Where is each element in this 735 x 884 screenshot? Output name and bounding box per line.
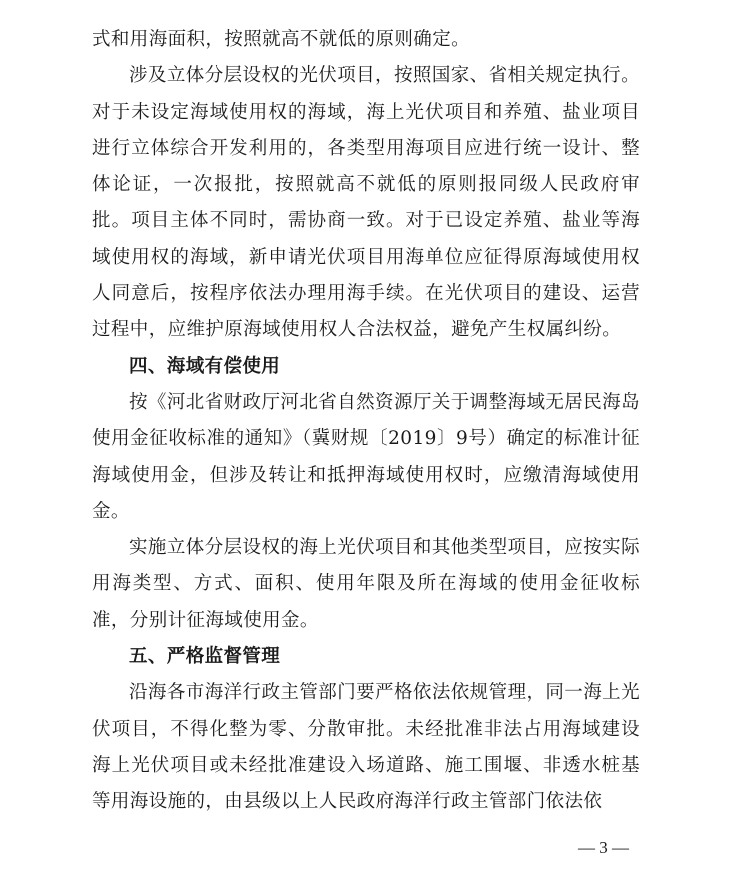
paragraph-layered-fee: 实施立体分层设权的海上光伏项目和其他类型项目，应按实际用海类型、方式、面积、使用年限及所在海域的使用金征收标准，分别计征海域使用金。 — [92, 537, 640, 631]
section-heading-supervision: 五、严格监督管理 — [129, 646, 281, 668]
paragraph-supervision: 沿海各市海洋行政主管部门要严格依法依规管理，同一海上光伏项目，不得化整为零、分散审批。未经批准非法占用海域建设海上光伏项目或未经批准建设入场道路、施工围堰、非透水桩基等用海设施的，由县级以上人民政府海洋行政主管部门依法依 — [92, 682, 640, 813]
paragraph-layered-rights: 涉及立体分层设权的光伏项目，按照国家、省相关规定执行。对于未设定海域使用权的海域，海上光伏项目和养殖、盐业项目进行立体综合开发利用的，各类型用海项目应进行统一设计、整体论证，一次报批，按照就高不就低的原则报同级人民政府审批。项目主体不同时，需协商一致。对于已设定养殖、盐业等海域使用权的海域，新申请光伏项目用海单位应征得原海域使用权人同意后，按程序依法办理用海手续。在光伏项目的建设、运营过程中，应维护原海域使用权人合法权益，避免产生权属纠纷。 — [92, 65, 640, 341]
paragraph-usage-fee-standard: 按《河北省财政厅河北省自然资源厅关于调整海域无居民海岛使用金征收标准的通知》（冀财规〔2019〕9号）确定的标准计征海域使用金，但涉及转让和抵押海域使用权时，应缴清海域使用金。 — [92, 391, 640, 522]
section-heading-paid-use: 四、海域有偿使用 — [129, 355, 281, 377]
document-body — [92, 22, 640, 821]
paragraph-continuation: 式和用海面积，按照就高不就低的原则确定。 — [92, 29, 471, 50]
page-number: — 3 — — [578, 838, 629, 857]
